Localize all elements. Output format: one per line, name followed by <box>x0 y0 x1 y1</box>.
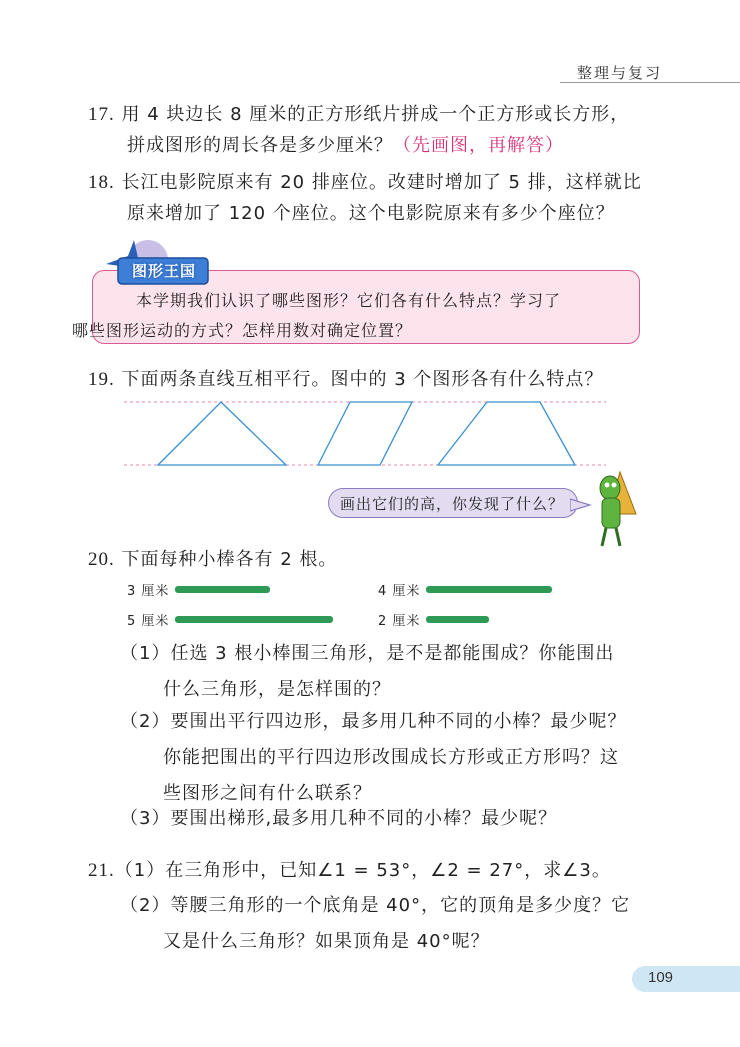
review-text <box>72 286 634 346</box>
question-21 <box>88 853 611 889</box>
stick-label-2cm: 2 厘米 <box>378 614 421 629</box>
hint-text: （先画图，再解答） <box>393 135 564 156</box>
question-number: 19. <box>88 369 115 390</box>
section-title: 整理与复习 <box>576 64 662 82</box>
part-text: 什么三角形，是怎样围的？ <box>163 679 391 700</box>
stick-4cm <box>426 586 552 593</box>
question-17-line2 <box>127 128 564 163</box>
stick-2cm <box>426 616 489 623</box>
part-tag: （1） <box>120 643 171 664</box>
question-number: 17. <box>88 104 115 125</box>
mascot-illustration <box>588 468 648 552</box>
question-text: 下面两条直线互相平行。图中的 3 个图形各有什么特点？ <box>121 369 604 390</box>
question-text: 原来增加了 120 个座位。这个电影院原来有多少个座位？ <box>127 203 615 224</box>
q20-part-1 <box>120 636 614 708</box>
question-text: 下面每种小棒各有 2 根。 <box>121 549 338 570</box>
stick-label-3cm: 3 厘米 <box>127 584 170 599</box>
question-17 <box>88 97 629 132</box>
part-tag: （2） <box>120 711 171 732</box>
question-18-line2 <box>127 196 615 231</box>
part-text: 你能把围出的平行四边形改围成长方形或正方形吗？这 <box>163 747 619 768</box>
triangle-shape <box>158 402 286 465</box>
part-text: 等腰三角形的一个底角是 40°，它的顶角是多少度？它 <box>170 895 631 916</box>
question-text: 用 4 块边长 8 厘米的正方形纸片拼成一个正方形或长方形， <box>121 104 630 125</box>
review-line: 本学期我们认识了哪些图形？它们各有什么特点？学习了 <box>136 291 562 310</box>
question-number: 21. <box>88 860 115 881</box>
part-text: 要围出平行四边形，最多用几种不同的小棒？最少呢？ <box>170 711 627 732</box>
part-tag: （3） <box>120 808 171 829</box>
review-badge-label: 图形王国 <box>132 262 197 280</box>
bubble-text: 画出它们的高，你发现了什么？ <box>340 495 565 513</box>
part-text: 要围出梯形,最多用几种不同的小棒？最少呢？ <box>170 808 558 829</box>
part-tag: （2） <box>120 895 171 916</box>
header-divider <box>560 82 740 83</box>
mascot-body <box>602 498 620 528</box>
q20-part-3 <box>120 801 557 837</box>
question-19 <box>88 362 603 397</box>
q20-part-2 <box>120 704 626 812</box>
question-20 <box>88 542 337 577</box>
stick-5cm <box>175 616 333 623</box>
question-text: 拼成图形的周长各是多少厘米？ <box>127 135 393 156</box>
page-number: 109 <box>648 969 674 986</box>
part-text: 些图形之间有什么联系？ <box>163 783 372 804</box>
stick-label-4cm: 4 厘米 <box>378 584 421 599</box>
part-text: 又是什么三角形？如果顶角是 40°呢？ <box>163 931 490 952</box>
q21-part-2 <box>120 888 630 960</box>
mascot-head <box>600 476 620 500</box>
question-text: 长江电影院原来有 20 排座位。改建时增加了 5 排，这样就比 <box>121 172 642 193</box>
review-line: 哪些图形运动的方式？怎样用数对确定位置？ <box>72 321 413 340</box>
parallel-shapes-figure <box>120 395 610 475</box>
part-text: 在三角形中，已知∠1 = 53°，∠2 = 27°，求∠3。 <box>165 860 611 881</box>
question-number: 20. <box>88 549 115 570</box>
trapezoid-shape <box>438 402 575 465</box>
part-text: 任选 3 根小棒围三角形，是不是都能围成？你能围出 <box>170 643 615 664</box>
parallelogram-shape <box>318 402 412 465</box>
stick-3cm <box>175 586 270 593</box>
question-18 <box>88 165 642 200</box>
part-tag: （1） <box>114 860 166 881</box>
stick-label-5cm: 5 厘米 <box>127 614 170 629</box>
question-number: 18. <box>88 172 115 193</box>
